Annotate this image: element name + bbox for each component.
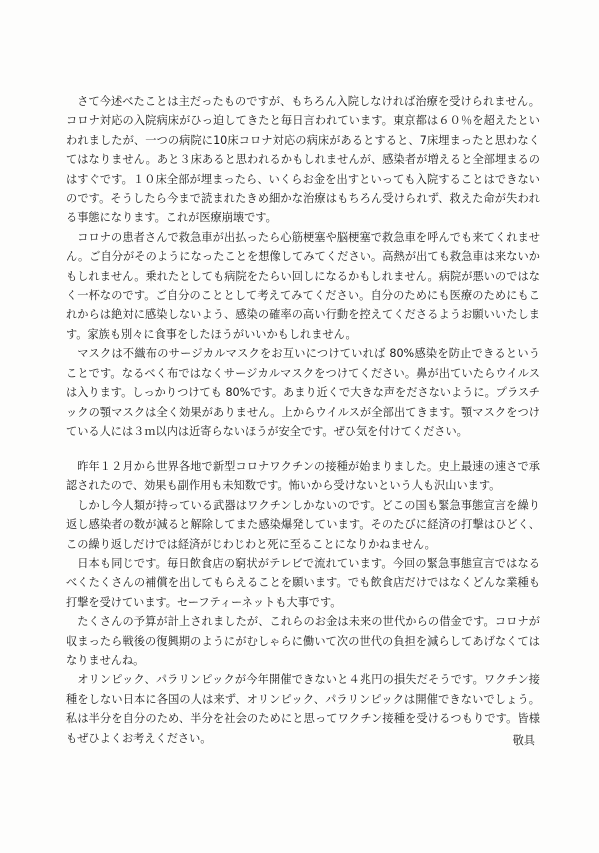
- closing-signoff: 敬具: [512, 734, 535, 747]
- paragraph-vaccine-start: 昨年１２月から世界各地で新型コロナワクチンの接種が始まりました。史上最速の速さで承認されたので、効果も副作用も未知数です。怖いから受けないという人も沢山います。: [66, 460, 540, 493]
- paragraph-vaccine-weapon: しかし今人類が持っている武器はワクチンしかないのです。どこの国も緊急事態宣言を繰り返し感染者の数が減ると解除してまた感染爆発しています。そのたびに経済の打撃はひどく、この繰り返しだけでは経済がじわじわと死に至ることになりかねません。: [66, 498, 540, 551]
- paragraph-budget: たくさんの予算が計上されましたが、これらのお金は未来の世代からの借金です。コロナが収まったら戦後の復興期のようにがむしゃらに働いて次の世代の負担を減らしてあげなくてはなりませんね。: [66, 615, 540, 668]
- paragraph-ambulance: コロナの患者さんで救急車が出払ったら心筋梗塞や脳梗塞で救急車を呼んでも来てくれません。ご自分がそのようになったことを想像してみてください。高熱が出ても救急車は来ないかもしれません。乗れたとしても病院をたらい回しになるかもしれません。病院が悪いのではなく一杯なのです。ご自分のこととして考えてみてください。自分のためにも医療のためにもこれからは絶対に感染しないよう、感染の確率の高い行動を控えてくださるようお願いいたします。家族も別々に食事をしたほうがいいかもしれません。: [66, 230, 540, 341]
- paragraph-masks: マスクは不織布のサージカルマスクをお互いにつけていれば 80%感染を防止できるということです。なるべく布ではなくサージカルマスクをつけてください。鼻が出ていたらウイルスは入ります。しっかりつけても 80%です。あまり近くで大きな声をださないように。プラスチックの顎マスクは全く効果がありません。上からウイルスが全部出てきます。顎マスクをつけている人には３ｍ以内は近寄らないほうが安全です。ぜひ気を付けてください。: [66, 347, 540, 438]
- paragraph-olympics: オリンピック、パラリンピックが今年開催できないと４兆円の損失だそうです。ワクチン接種をしない日本に各国の人は来ず、オリンピック、パラリンピックは開催できないでしょう。私は半分を自分のため、半分を社会のためにと思ってワクチン接種を受けるつもりです。皆様もぜひよくお考えください。: [66, 673, 540, 745]
- letter-body-section-1: [66, 92, 540, 441]
- letter-body-section-2: [66, 457, 540, 748]
- paragraph-hospital-beds: さて今述べたことは主だったものですが、もちろん入院しなければ治療を受けられません。コロナ対応の入院病床がひっ迫してきたと毎日言われています。東京都は６０％を超えたといわれましたが、一つの病院に10床コロナ対応の病床があるとすると、7床埋まったと思わなくてはなりません。あと３床あると思われるかもしれませんが、感染者が増えると全部埋まるのはすぐです。１０床全部が埋まったら、いくらお金を出すといっても入院することはできないのです。そうしたら今まで読まれたきめ細かな治療はもちろん受けられず、救えた命が失われる事態になります。これが医療崩壊です。: [66, 95, 540, 225]
- paragraph-japan-restaurants: 日本も同じです。毎日飲食店の窮状がテレビで流れています。今回の緊急事態宣言ではなるべくたくさんの補償を出してもらえることを願います。でも飲食店だけではなくどんな業種も打撃を受けています。セーフティーネットも大事です。: [66, 557, 540, 609]
